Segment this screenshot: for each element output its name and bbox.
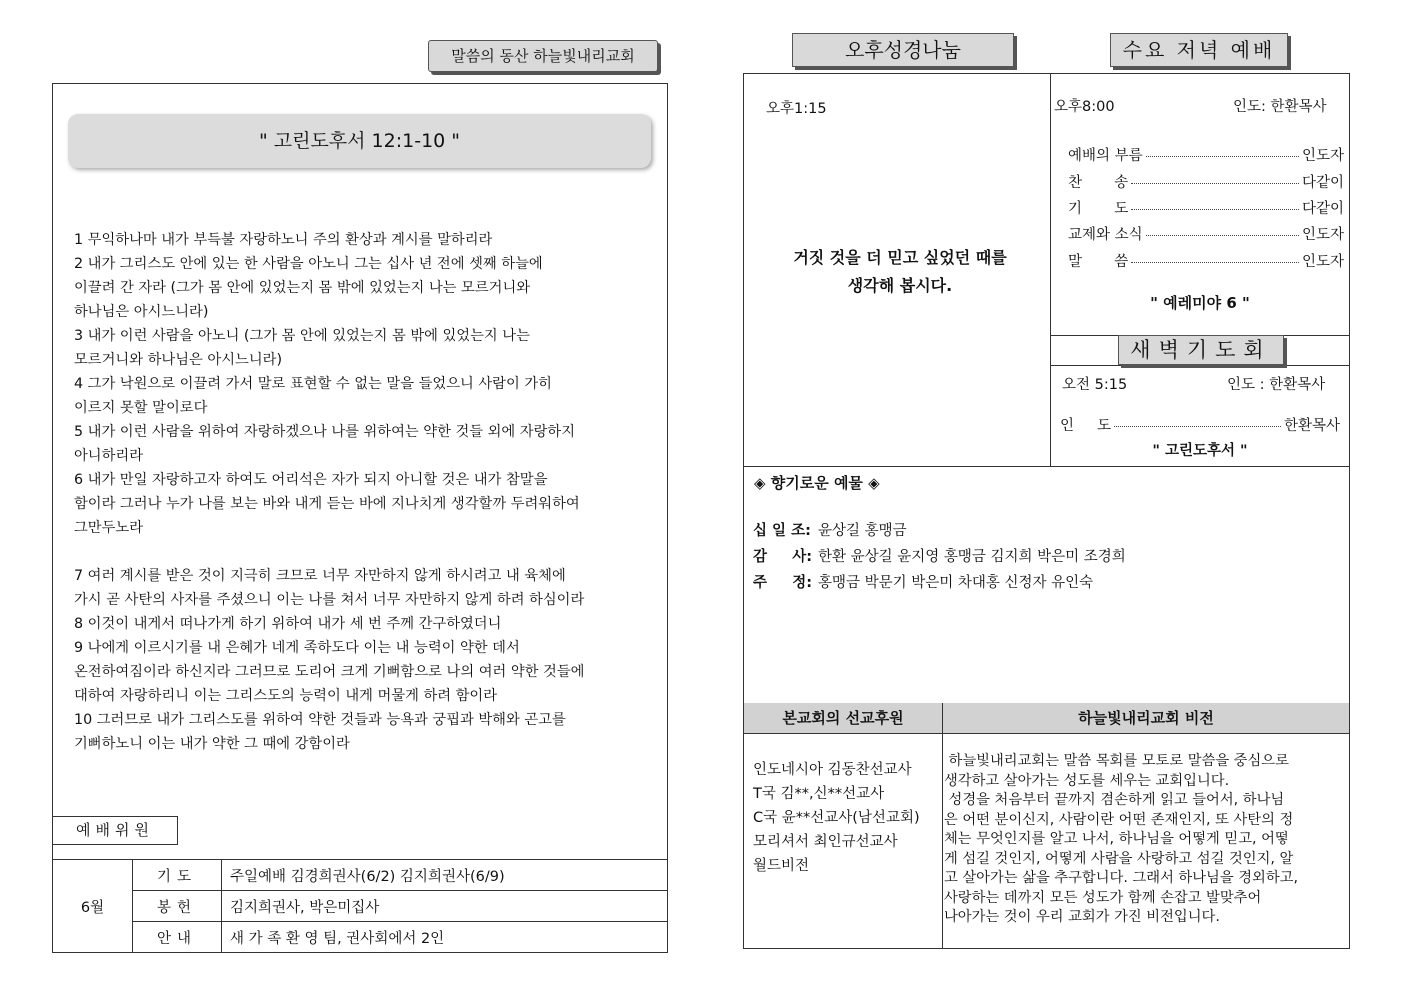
scripture-verses <box>74 228 664 756</box>
afternoon-message <box>755 244 1045 300</box>
verse: 6 내가 만일 자랑하고자 하여도 어리석은 자가 되지 아니할 것은 내가 참말을 함이라 그러나 누가 나를 보는 바와 내게 듣는 바에 지나치게 생각할까 두려워하여 그만두노라 <box>74 472 580 536</box>
scripture-title: " 고린도후서 12:1-10 " <box>68 114 651 168</box>
dotted-leader <box>1114 426 1281 427</box>
section-divider <box>743 733 1350 734</box>
dawn-leader: 인도 : 한환목사 <box>1227 377 1326 393</box>
detail-cell: 김지희권사, 박은미집사 <box>222 891 668 922</box>
order-item-name: 기 도 <box>1068 201 1129 217</box>
order-item-who: 한환목사 <box>1283 418 1340 434</box>
offering-row <box>753 571 1093 592</box>
role-cell: 기도 <box>133 860 222 891</box>
table-row <box>53 922 668 953</box>
order-item-name: 인 도 <box>1060 418 1112 434</box>
order-item <box>1068 223 1344 244</box>
dawn-prayer-tab: 새벽기도회 <box>1118 335 1284 365</box>
offering-names: 한환 윤상길 윤지영 홍맹금 김지희 박은미 조경희 <box>818 549 1126 565</box>
order-item-who: 다같이 <box>1301 201 1344 217</box>
verse: 3 내가 이런 사람을 아노니 (그가 몸 안에 있었는지 몸 밖에 있었는지 나는 모르거니와 하나님은 아시느니라) <box>74 328 530 368</box>
section-divider <box>743 466 1350 467</box>
offering-names: 윤상길 홍맹금 <box>818 523 907 539</box>
offering-row <box>753 519 907 540</box>
missions-list <box>753 758 920 878</box>
worship-servants-table <box>52 859 668 953</box>
dotted-leader <box>1146 235 1299 236</box>
order-item-name: 교제와 소식 <box>1068 227 1143 243</box>
verse: 2 내가 그리스도 안에 있는 한 사람을 아노니 그는 십사 년 전에 셋째 하늘에 이끌려 간 자라 (그가 몸 안에 있었는지 몸 밖에 있었는지 나는 모르거니와 하나님은 아시느니라) <box>74 256 543 320</box>
dawn-scripture: " 고린도후서 " <box>1152 443 1248 459</box>
table-row <box>53 891 668 922</box>
order-item <box>1068 250 1344 271</box>
verse: 10 그러므로 내가 그리스도를 위하여 약한 것들과 능욕과 궁핍과 박해와 곤고를 기뻐하노니 이는 내가 약한 그 때에 강함이라 <box>74 712 566 752</box>
afternoon-time: 오후1:15 <box>766 101 827 117</box>
verse: 8 이것이 내게서 떠나가게 하기 위하여 내가 세 번 주께 간구하였더니 <box>74 616 502 632</box>
detail-cell: 주일예배 김경희권사(6/2) 김지희권사(6/9) <box>222 860 668 891</box>
list-item: C국 윤**선교사(남선교회) <box>753 810 920 826</box>
dawn-time: 오전 5:15 <box>1062 377 1128 393</box>
afternoon-bible-study-tab: 오후성경나눔 <box>792 33 1014 67</box>
missions-header: 본교회의 선교후원 <box>744 703 942 733</box>
month-cell: 6월 <box>53 860 133 953</box>
verse: 5 내가 이런 사람을 위하여 자랑하겠으나 나를 위하여는 약한 것들 외에 자랑하지 아니하리라 <box>74 424 576 464</box>
column-divider <box>942 703 943 949</box>
verse: 1 무익하나마 내가 부득불 자랑하노니 주의 환상과 계시를 말하리라 <box>74 232 493 248</box>
vision-text: 하늘빛내리교회는 말씀 목회를 모토로 말씀을 중심으로 생각하고 살아가는 성도를 세우는 교회입니다. 성경을 처음부터 끝까지 겸손하게 읽고 들어서, 하나님 은 어떤 분이신지, 사람이란 어떤 존재인지, 또 사탄의 정 체는 무엇인지를 알고 나서, 하나님을 어떻게 믿고, 어떻 게 섬길 것인지, 어떻게 사람을 사랑하고 섬길 것인지, 알 고 살아가는 삶을 추구합니다. 그래서 하나님을 경외하고, 사랑하는 데까지 모든 성도가 함께 손잡고 발맞추어 나아가는 것이 우리 교회가 가진 비전입니다. <box>944 753 1299 925</box>
order-item <box>1068 197 1344 218</box>
dotted-leader <box>1131 183 1299 184</box>
verse: 9 나에게 이르시기를 내 은혜가 네게 족하도다 이는 내 능력이 약한 데서 온전하여짐이라 하신지라 그러므로 도리어 크게 기뻐함으로 나의 여러 약한 것들에 대하여 자랑하리니 이는 그리스도의 능력이 내게 머물게 하려 함이라 <box>74 640 585 704</box>
verse: 4 그가 낙원으로 이끌려 가서 말로 표현할 수 없는 말을 들었으니 사람이 가히 이르지 못할 말이로다 <box>74 376 552 416</box>
dotted-leader <box>1146 156 1299 157</box>
list-item: 모리셔서 최인규선교사 <box>753 834 898 850</box>
wednesday-time: 오후8:00 <box>1054 99 1115 115</box>
order-item-who: 인도자 <box>1301 254 1344 270</box>
wednesday-leader: 인도: 한환목사 <box>1233 99 1327 115</box>
offering-names: 홍맹금 박문기 박은미 차대홍 신정자 유인숙 <box>818 575 1094 591</box>
role-cell: 봉헌 <box>133 891 222 922</box>
order-item <box>1068 171 1344 192</box>
message-line: 거짓 것을 더 믿고 싶었던 때를 <box>793 248 1007 267</box>
table-row <box>53 860 668 891</box>
offering-header: ◈ 향기로운 예물 ◈ <box>754 474 880 492</box>
worship-servants-label: 예배위원 <box>52 816 178 845</box>
list-item: 월드비전 <box>753 858 810 874</box>
order-item <box>1068 144 1344 165</box>
vision-header: 하늘빛내리교회 비전 <box>943 703 1349 733</box>
detail-cell: 새 가 족 환 영 팀, 권사회에서 2인 <box>222 922 668 953</box>
order-item-name: 찬 송 <box>1068 175 1129 191</box>
offering-label: 감 사: <box>753 549 813 565</box>
order-item-name: 예배의 부름 <box>1068 148 1143 164</box>
church-name-tag: 말씀의 동산 하늘빛내리교회 <box>428 40 658 72</box>
role-cell: 안내 <box>133 922 222 953</box>
column-divider <box>1050 73 1051 466</box>
list-item: T국 김**,신**선교사 <box>753 786 885 802</box>
dotted-leader <box>1131 209 1299 210</box>
verse-spacer <box>74 540 664 564</box>
verse: 7 여러 계시를 받은 것이 지극히 크므로 너무 자만하지 않게 하시려고 내 육체에 가시 곧 사탄의 사자를 주셨으니 이는 나를 쳐서 너무 자만하지 않게 하려 하심이라 <box>74 568 585 608</box>
offering-label: 십 일 조: <box>753 523 811 539</box>
offering-row <box>753 545 1126 566</box>
dawn-leader-row <box>1060 414 1340 435</box>
order-item-who: 다같이 <box>1301 175 1344 191</box>
wednesday-service-tab: 수요 저녁 예배 <box>1110 33 1288 67</box>
dotted-leader <box>1131 262 1299 263</box>
wednesday-scripture: " 예레미야 6 " <box>1150 294 1250 312</box>
offering-label: 주 정: <box>753 575 813 591</box>
message-line: 생각해 봅시다. <box>847 276 953 295</box>
order-item-who: 인도자 <box>1301 148 1344 164</box>
order-item-name: 말 씀 <box>1068 254 1129 270</box>
list-item: 인도네시아 김동찬선교사 <box>753 762 912 778</box>
section-divider <box>1050 365 1350 366</box>
order-item-who: 인도자 <box>1301 227 1344 243</box>
